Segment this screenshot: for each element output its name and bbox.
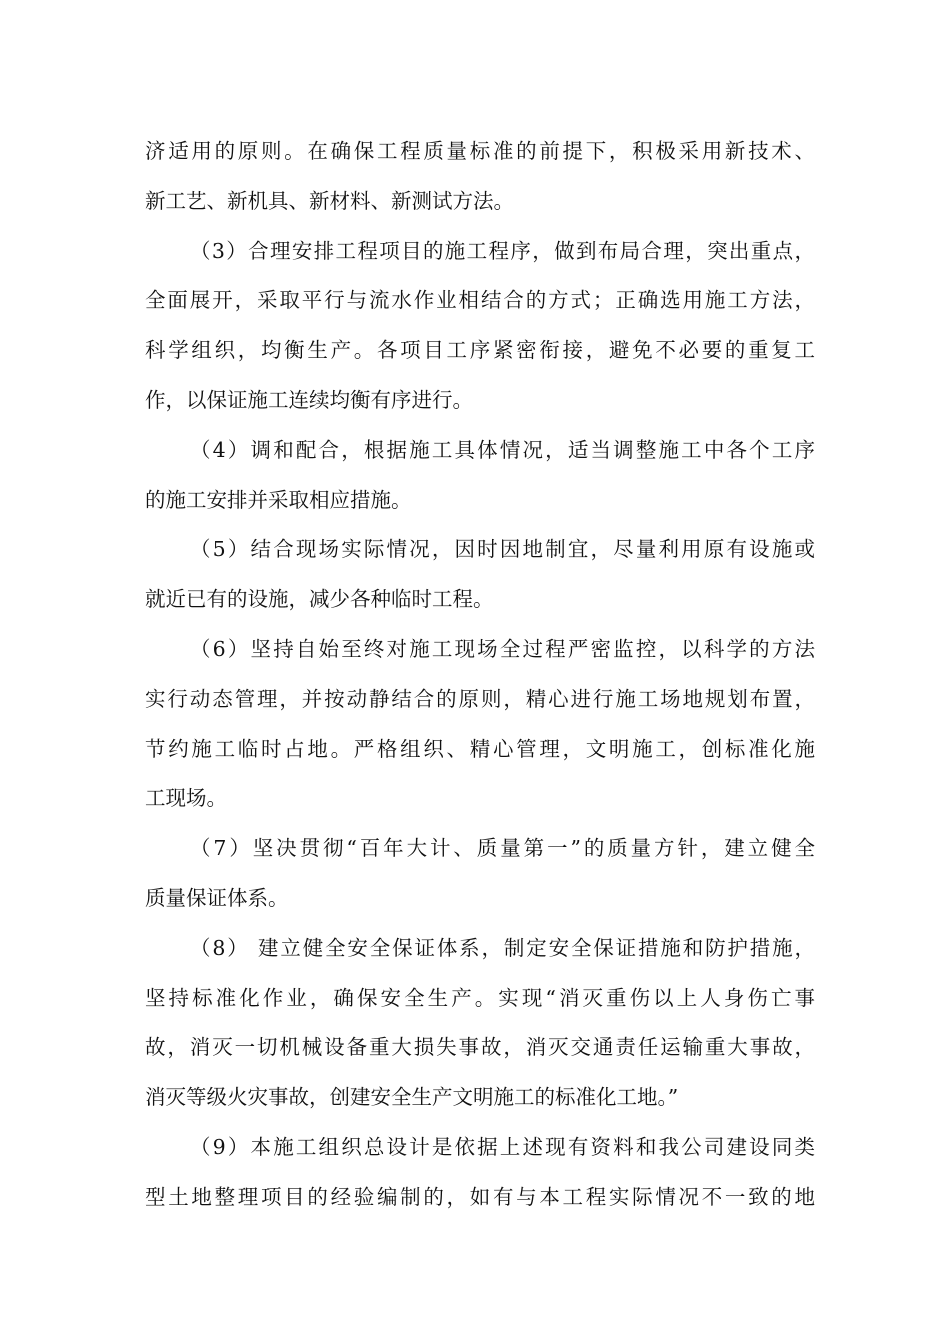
paragraph-item-8 (145, 928, 815, 1127)
text-line: 就近已有的设施，减少各种临时工程。 (145, 587, 494, 612)
text-line: 故，消灭一切机械设备重大损失事故，消灭交通责任运输重大事故， (145, 1035, 815, 1060)
text-line: 质量保证体系。 (145, 885, 289, 910)
text-line: （5）结合现场实际情况，因时因地制宜，尽量利用原有设施或 (190, 537, 815, 562)
text-line: 消灭等级火灾事故，创建安全生产文明施工的标准化工地。” (145, 1085, 679, 1110)
text-line: 作，以保证施工连续均衡有序进行。 (145, 387, 473, 412)
paragraph-principle-continued (145, 131, 815, 231)
text-line: 节约施工临时占地。严格组织、精心管理，文明施工，创标准化施 (145, 736, 815, 761)
text-line: 的施工安排并采取相应措施。 (145, 487, 412, 512)
text-line: （3）合理安排工程项目的施工程序，做到布局合理，突出重点， (190, 238, 815, 263)
text-line: 坚持标准化作业，确保安全生产。实现“消灭重伤以上人身伤亡事 (145, 985, 815, 1010)
text-line: （6）坚持自始至终对施工现场全过程严密监控，以科学的方法 (190, 636, 815, 661)
paragraph-item-4 (145, 430, 815, 530)
paragraph-item-7 (145, 828, 815, 928)
paragraph-item-3 (145, 231, 815, 430)
text-line: （9）本施工组织总设计是依据上述现有资料和我公司建设同类 (190, 1134, 815, 1159)
text-line: （7）坚决贯彻“百年大计、质量第一”的质量方针，建立健全 (190, 836, 815, 861)
text-line: 工现场。 (145, 786, 227, 811)
text-line: 科学组织，均衡生产。各项目工序紧密衔接，避免不必要的重复工 (145, 338, 815, 363)
paragraph-item-5 (145, 529, 815, 629)
text-line: 型土地整理项目的经验编制的，如有与本工程实际情况不一致的地 (145, 1184, 815, 1209)
text-line: 新工艺、新机具、新材料、新测试方法。 (145, 188, 514, 213)
paragraph-item-6 (145, 629, 815, 828)
document-body (145, 131, 815, 1227)
text-line: 实行动态管理，并按动静结合的原则，精心进行施工场地规划布置， (145, 686, 815, 711)
text-line: 济适用的原则。在确保工程质量标准的前提下，积极采用新技术、 (145, 139, 815, 163)
text-line: （8） 建立健全安全保证体系，制定安全保证措施和防护措施， (190, 935, 815, 960)
paragraph-item-9 (145, 1127, 815, 1227)
text-line: 全面展开，采取平行与流水作业相结合的方式；正确选用施工方法， (145, 288, 815, 313)
text-line: （4）调和配合，根据施工具体情况，适当调整施工中各个工序 (190, 437, 815, 462)
